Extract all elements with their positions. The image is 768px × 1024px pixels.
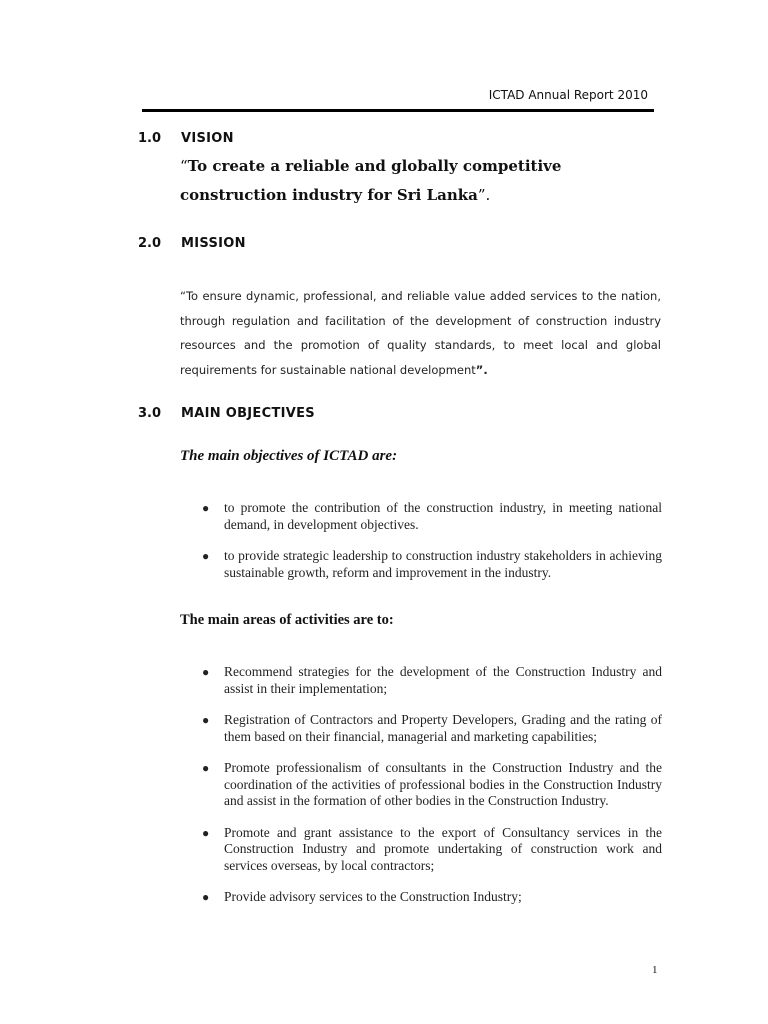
- mission-text: “To ensure dynamic, professional, and reliable value added services to the nation, through regulation and facilitation of the development of construction industry resources and the promotion of quality standards, to meet local and global requirements for sustainable national development: [180, 289, 661, 377]
- objectives-list: [200, 500, 662, 596]
- objective-text: to promote the contribution of the construction industry, in meeting national demand, in development objectives.: [224, 500, 662, 532]
- list-item: [200, 889, 662, 906]
- activities-list: [200, 664, 662, 921]
- list-item: [200, 760, 662, 810]
- objectives-intro: The main objectives of ICTAD are:: [180, 448, 398, 464]
- vision-statement: [180, 152, 670, 210]
- section-title-objectives: MAIN OBJECTIVES: [181, 406, 315, 421]
- activities-intro: The main areas of activities are to:: [180, 612, 394, 628]
- bullet-icon: ●: [202, 761, 210, 775]
- bullet-icon: ●: [202, 713, 210, 727]
- mission-close: ”.: [475, 362, 488, 377]
- mission-statement: [180, 284, 661, 382]
- bullet-icon: ●: [202, 549, 210, 563]
- bullet-icon: ●: [202, 890, 210, 904]
- vision-close-quote: ”.: [477, 186, 491, 204]
- list-item: [200, 664, 662, 697]
- activity-text: Provide advisory services to the Construction Industry;: [224, 889, 522, 904]
- section-number-objectives: 3.0: [138, 406, 162, 421]
- objective-text: to provide strategic leadership to construction industry stakeholders in achieving sustainable growth, reform and improvement in the industry.: [224, 548, 662, 580]
- section-title-mission: MISSION: [181, 236, 246, 251]
- section-number-mission: 2.0: [138, 236, 162, 251]
- list-item: [200, 500, 662, 533]
- list-item: [200, 825, 662, 875]
- vision-text: To create a reliable and globally competitive construction industry for Sri Lanka: [180, 157, 562, 204]
- list-item: [200, 548, 662, 581]
- bullet-icon: ●: [202, 501, 210, 515]
- section-number-vision: 1.0: [138, 131, 162, 146]
- activity-text: Promote professionalism of consultants in the Construction Industry and the coordination of the activities of professional bodies in the Construction Industry and assist in the formation of other bodies in the Construction Industry.: [224, 760, 662, 808]
- bullet-icon: ●: [202, 825, 210, 840]
- page-number: 1: [652, 964, 658, 976]
- bullet-icon: ●: [202, 665, 210, 679]
- section-title-vision: VISION: [181, 131, 234, 146]
- list-item: [200, 712, 662, 745]
- vision-open-quote: “: [180, 157, 188, 175]
- activity-text: Registration of Contractors and Property Developers, Grading and the rating of them based on their financial, managerial and marketing capabilities;: [224, 712, 662, 744]
- report-header: ICTAD Annual Report 2010: [488, 88, 648, 102]
- activity-text: Recommend strategies for the development of the Construction Industry and assist in their implementation;: [224, 664, 662, 696]
- header-rule: [142, 109, 654, 112]
- activity-text: Promote and grant assistance to the export of Consultancy services in the Construction Industry and promote undertaking of construction work and services overseas, by local contractors;: [224, 824, 662, 873]
